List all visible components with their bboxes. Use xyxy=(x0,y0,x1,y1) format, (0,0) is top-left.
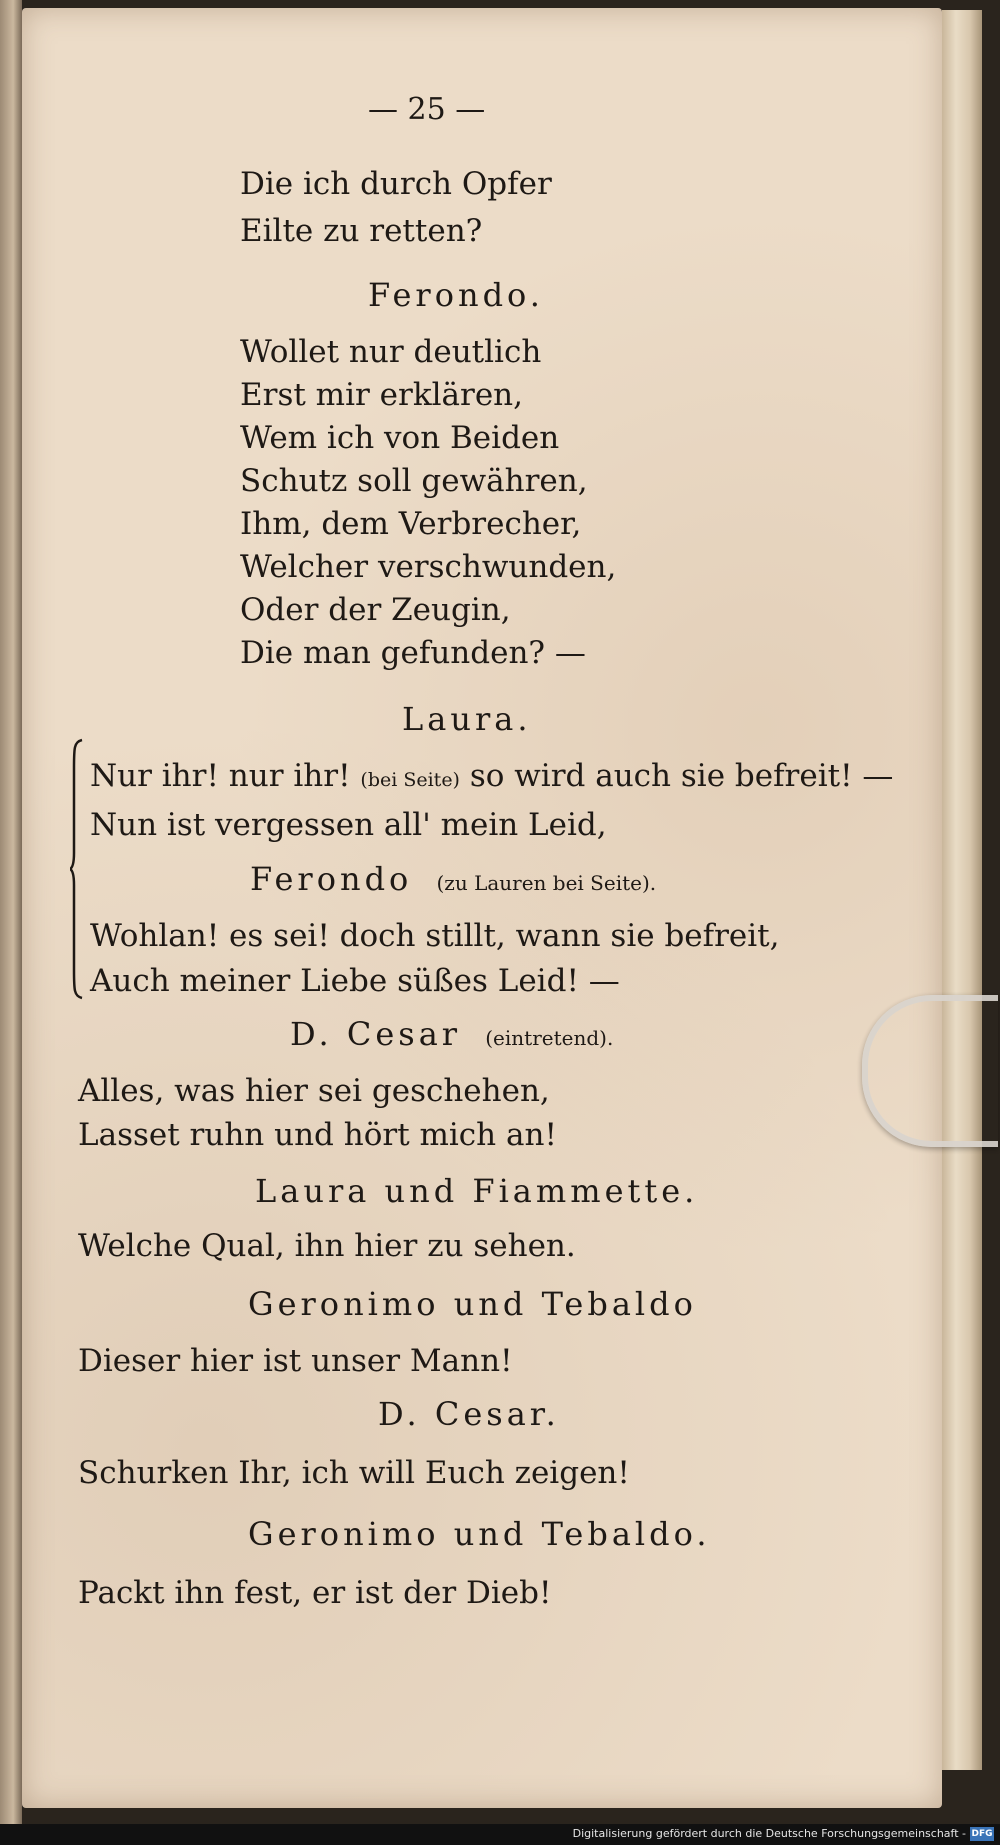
page-stack-edge xyxy=(942,10,982,1770)
verse-line: Eilte zu retten? xyxy=(240,213,483,249)
speaker-name: D. Cesar xyxy=(290,1015,462,1053)
speaker-heading xyxy=(250,860,656,898)
verse-line: Auch meiner Liebe süßes Leid! — xyxy=(90,963,620,999)
stage-direction: (bei Seite) xyxy=(360,769,460,791)
verse-line xyxy=(90,755,893,802)
speaker-name: Geronimo und Tebaldo xyxy=(248,1285,697,1323)
verse-line: Welcher verschwunden, xyxy=(240,549,617,585)
verse-line: Wollet nur deutlich xyxy=(240,334,542,370)
verse-line: Wem ich von Beiden xyxy=(240,420,560,456)
stage-direction: (zu Lauren bei Seite). xyxy=(436,871,657,895)
verse-line: Erst mir erklären, xyxy=(240,377,523,413)
speaker-name: Laura und Fiammette. xyxy=(255,1172,699,1210)
verse-line: Wohlan! es sei! doch stillt, wann sie befreit, xyxy=(90,918,780,954)
speaker-name: Ferondo. xyxy=(368,276,544,314)
verse-line: Alles, was hier sei geschehen, xyxy=(78,1073,550,1109)
verse-line: Ihm, dem Verbrecher, xyxy=(240,506,582,542)
verse-line: Schutz soll gewähren, xyxy=(240,463,588,499)
speaker-name: Ferondo xyxy=(250,860,413,898)
speaker-name: D. Cesar. xyxy=(378,1395,560,1433)
stage-direction: (eintretend). xyxy=(485,1026,614,1050)
verse-text: Nur ihr! nur ihr! xyxy=(90,758,351,794)
paperclip xyxy=(862,995,998,1147)
verse-line: Die ich durch Opfer xyxy=(240,166,552,202)
funding-credit: Digitalisierung gefördert durch die Deutsche Forschungsgemeinschaft - xyxy=(572,1827,966,1840)
curly-brace xyxy=(70,738,84,1000)
speaker-name: Geronimo und Tebaldo. xyxy=(248,1515,711,1553)
verse-line: Nun ist vergessen all' mein Leid, xyxy=(90,807,607,843)
verse-text: so wird auch sie befreit! — xyxy=(469,758,894,794)
verse-line: Welche Qual, ihn hier zu sehen. xyxy=(78,1228,576,1264)
page-number: — 25 — xyxy=(368,92,486,127)
verse-line: Packt ihn fest, er ist der Dieb! xyxy=(78,1575,552,1611)
speaker-name: Laura. xyxy=(402,700,532,738)
verse-line: Dieser hier ist unser Mann! xyxy=(78,1343,513,1379)
speaker-heading xyxy=(290,1015,613,1053)
verse-line: Die man gefunden? — xyxy=(240,635,586,671)
dfg-logo: DFG xyxy=(971,1829,993,1839)
verse-line: Oder der Zeugin, xyxy=(240,592,511,628)
verse-line: Schurken Ihr, ich will Euch zeigen! xyxy=(78,1455,630,1491)
book-spine-edge xyxy=(0,0,22,1845)
verse-line: Lasset ruhn und hört mich an! xyxy=(78,1117,557,1153)
